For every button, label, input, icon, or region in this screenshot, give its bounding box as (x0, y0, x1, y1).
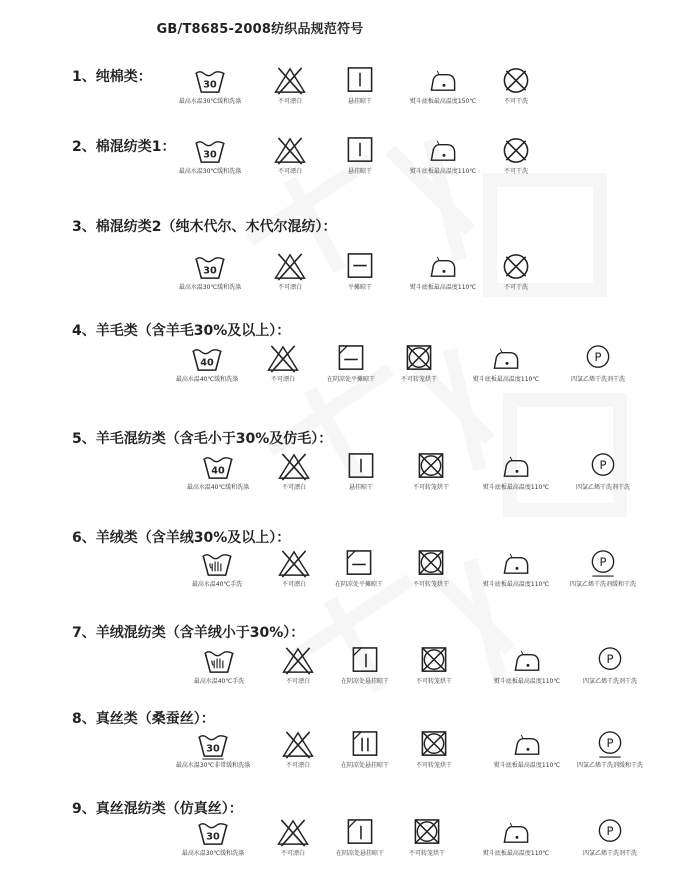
symbol-caption: 不可干洗 (503, 98, 528, 105)
iron-1dot-icon (482, 646, 572, 686)
iron-1dot-icon (482, 730, 572, 770)
symbol-caption: 不可转笼烘干 (408, 850, 445, 857)
svg-text:30: 30 (203, 79, 217, 91)
no-tumble-dry-icon (374, 344, 464, 384)
svg-text:P: P (606, 823, 614, 838)
symbol-caption: 最高水温30℃缓和洗涤 (181, 850, 245, 857)
symbol-caption: 平摊晾干 (347, 284, 372, 291)
section-title: 3、棉混纺类2（纯木代尔、木代尔混纺）： (72, 219, 337, 235)
dryclean-p-icon (558, 452, 648, 492)
hand-wash-icon (174, 646, 264, 686)
symbol-caption: 最高水温40℃缓和洗涤 (175, 376, 239, 383)
no-dryclean-icon (471, 252, 561, 292)
section-9 (0, 798, 700, 894)
svg-text:30: 30 (206, 743, 220, 755)
svg-text:40: 40 (211, 465, 225, 477)
symbol-caption: 熨斗底板最高温度110℃ (472, 376, 540, 383)
iron-1dot-icon (471, 452, 561, 492)
symbol-caption: 不可漂白 (277, 98, 302, 105)
dryclean-p-mild-icon (558, 549, 648, 589)
symbol-caption: 不可漂白 (285, 762, 310, 769)
symbol-caption: 熨斗底板最高温度110℃ (482, 850, 550, 857)
section-7 (0, 622, 700, 718)
svg-text:P: P (606, 735, 614, 750)
symbol-caption: 在阴凉处悬挂晾干 (340, 678, 389, 685)
wash-30-icon (168, 818, 258, 858)
symbol-caption: 在阴凉处平摊晾干 (326, 376, 375, 383)
wash-30-icon (165, 252, 255, 292)
symbol-caption: 四氯乙烯干洗剂干洗 (570, 376, 625, 383)
section-title: 9、真丝混纺类（仿真丝）： (72, 801, 243, 817)
symbol-caption: 四氯乙烯干洗剂缓和干洗 (569, 581, 636, 588)
symbol-caption: 最高水温30℃缓和洗涤 (178, 284, 242, 291)
symbol-caption: 熨斗底板最高温度110℃ (493, 678, 561, 685)
svg-text:30: 30 (203, 265, 217, 277)
hang-dry-icon (315, 66, 405, 106)
symbol-caption: 在阴凉处悬挂晾干 (335, 850, 384, 857)
symbol-caption: 四氯乙烯干洗剂干洗 (575, 484, 630, 491)
wash-30-very-mild-icon (168, 730, 258, 770)
no-tumble-dry-icon (386, 452, 476, 492)
symbol-caption: 不可转笼烘干 (412, 581, 449, 588)
dryclean-p-icon (565, 818, 655, 858)
svg-text:30: 30 (203, 149, 217, 161)
iron-1dot-icon (471, 549, 561, 589)
no-dryclean-icon (471, 136, 561, 176)
symbol-caption: 熨斗底板最高温度150℃ (409, 98, 477, 105)
symbol-caption: 最高水温30℃缓和洗涤 (178, 98, 242, 105)
svg-text:30: 30 (206, 831, 220, 843)
section-title: 8、真丝类（桑蚕丝）： (72, 711, 215, 727)
symbol-caption: 最高水温40℃手洗 (193, 678, 245, 685)
symbol-caption: 悬挂晾干 (347, 168, 372, 175)
svg-text:P: P (606, 651, 614, 666)
section-title: 4、羊毛类（含羊毛30%及以上）： (72, 323, 291, 339)
no-dryclean-icon (471, 66, 561, 106)
section-3 (0, 216, 700, 312)
symbol-caption: 在阴凉处悬挂晾干 (340, 762, 389, 769)
section-5 (0, 428, 700, 524)
section-title: 5、羊毛混纺类（含毛小于30%及仿毛）： (72, 431, 333, 447)
section-8 (0, 708, 700, 804)
symbol-caption: 不可漂白 (280, 850, 305, 857)
no-tumble-dry-icon (386, 549, 476, 589)
symbol-caption: 四氯乙烯干洗剂缓和干洗 (576, 762, 643, 769)
symbol-caption: 不可转笼烘干 (415, 762, 452, 769)
symbol-caption: 熨斗底板最高温度110℃ (409, 284, 477, 291)
no-tumble-dry-icon (382, 818, 472, 858)
iron-1dot-icon (471, 818, 561, 858)
hang-dry-icon (315, 136, 405, 176)
flat-dry-icon (315, 252, 405, 292)
iron-1dot-icon (461, 344, 551, 384)
symbol-caption: 不可漂白 (277, 168, 302, 175)
symbol-caption: 悬挂晾干 (347, 98, 372, 105)
symbol-caption: 不可漂白 (285, 678, 310, 685)
section-title: 7、羊绒混纺类（含羊绒小于30%）： (72, 625, 305, 641)
wash-30-icon (165, 136, 255, 176)
symbol-caption: 不可转笼烘干 (415, 678, 452, 685)
symbol-caption: 不可干洗 (503, 168, 528, 175)
section-title: 6、羊绒类（含羊绒30%及以上）： (72, 530, 291, 546)
symbol-caption: 熨斗底板最高温度110℃ (409, 168, 477, 175)
svg-text:P: P (599, 554, 607, 569)
symbol-caption: 悬挂晾干 (348, 484, 373, 491)
symbol-caption: 不可漂白 (281, 581, 306, 588)
symbol-caption: 不可干洗 (503, 284, 528, 291)
no-tumble-dry-icon (389, 730, 479, 770)
section-title: 1、纯棉类： (72, 69, 152, 85)
symbol-caption: 在阴凉处平摊晾干 (334, 581, 383, 588)
svg-text:40: 40 (200, 357, 214, 369)
page-title: GB/T8685-2008纺织品规范符号 (156, 22, 364, 37)
svg-text:P: P (594, 349, 602, 364)
symbol-caption: 最高水温40℃手洗 (191, 581, 243, 588)
symbol-caption: 不可转笼烘干 (412, 484, 449, 491)
section-6 (0, 527, 700, 623)
no-tumble-dry-icon (389, 646, 479, 686)
symbol-caption: 不可漂白 (277, 284, 302, 291)
symbol-caption: 最高水温30℃非常缓和洗涤 (175, 762, 251, 769)
dryclean-p-icon (553, 344, 643, 384)
symbol-caption: 熨斗底板最高温度110℃ (493, 762, 561, 769)
symbol-caption: 不可转笼烘干 (400, 376, 437, 383)
symbol-caption: 四氯乙烯干洗剂干洗 (582, 850, 637, 857)
dryclean-p-icon (565, 646, 655, 686)
symbol-caption: 熨斗底板最高温度110℃ (482, 581, 550, 588)
dryclean-p-mild-icon (565, 730, 655, 770)
section-title: 2、棉混纺类1： (72, 139, 176, 155)
symbol-caption: 不可漂白 (270, 376, 295, 383)
section-4 (0, 320, 700, 416)
symbol-caption: 最高水温40℃缓和洗涤 (186, 484, 250, 491)
symbol-caption: 熨斗底板最高温度110℃ (482, 484, 550, 491)
svg-text:P: P (599, 457, 607, 472)
symbol-caption: 四氯乙烯干洗剂干洗 (582, 678, 637, 685)
symbol-caption: 最高水温30℃缓和洗涤 (178, 168, 242, 175)
symbol-caption: 不可漂白 (281, 484, 306, 491)
wash-30-icon (165, 66, 255, 106)
